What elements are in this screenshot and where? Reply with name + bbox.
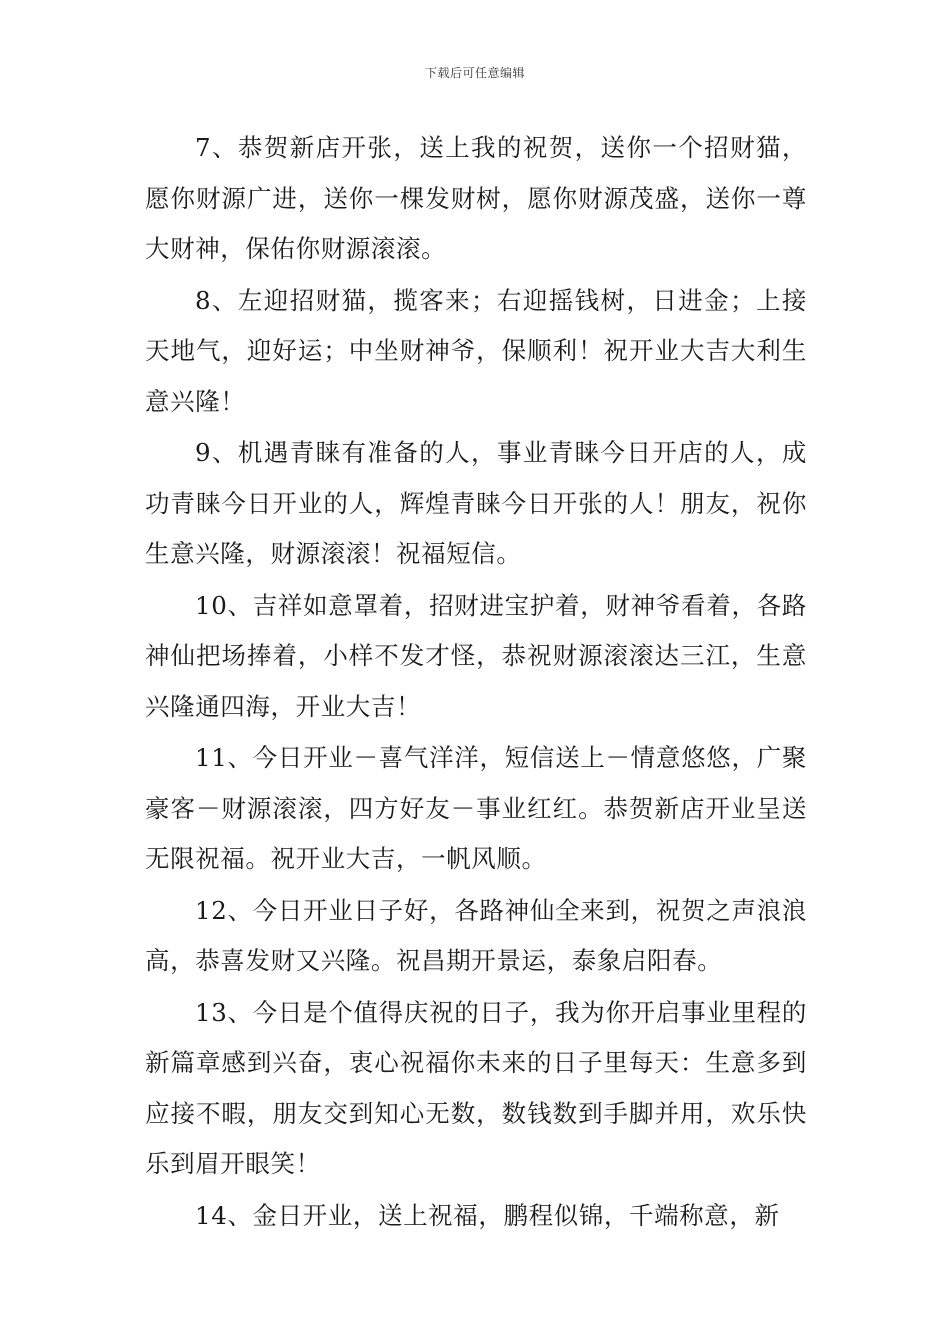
paragraph-12: 12、今日开业日子好，各路神仙全来到，祝贺之声浪浪高，恭喜发财又兴隆。祝昌期开景运，泰象启阳春。	[145, 895, 807, 975]
paragraph-9: 9、机遇青睐有准备的人，事业青睐今日开店的人，成功青睐今日开业的人，辉煌青睐今日开张的人！朋友，祝你生意兴隆，财源滚滚！祝福短信。	[145, 438, 807, 568]
header-note: 下载后可任意编辑	[424, 66, 525, 80]
paragraph-14: 14、金日开业，送上祝福，鹏程似锦，千端称意，新	[195, 1200, 780, 1230]
paragraph-10: 10、吉祥如意罩着，招财进宝护着，财神爷看着，各路神仙把场捧着，小样不发才怪，恭祝财源滚滚达三江，生意兴隆通四海，开业大吉！	[145, 590, 807, 721]
body-text	[145, 123, 807, 1242]
paragraph-8: 8、左迎招财猫，揽客来；右迎摇钱树，日进金；上接天地气，迎好运；中坐财神爷，保顺利！祝开业大吉大利生意兴隆！	[145, 285, 807, 416]
paragraph-11: 11、今日开业－喜气洋洋，短信送上－情意悠悠，广聚豪客－财源滚滚，四方好友－事业红红。恭贺新店开业呈送无限祝福。祝开业大吉，一帆风顺。	[145, 743, 807, 873]
paragraph-13: 13、今日是个值得庆祝的日子，我为你开启事业里程的新篇章感到兴奋，衷心祝福你未来的日子里每天：生意多到应接不暇，朋友交到知心无数，数钱数到手脚并用，欢乐快乐到眉开眼笑！	[145, 997, 807, 1178]
paragraph-7: 7、恭贺新店开张，送上我的祝贺，送你一个招财猫，愿你财源广进，送你一棵发财树，愿你财源茂盛，送你一尊大财神，保佑你财源滚滚。	[145, 133, 807, 263]
